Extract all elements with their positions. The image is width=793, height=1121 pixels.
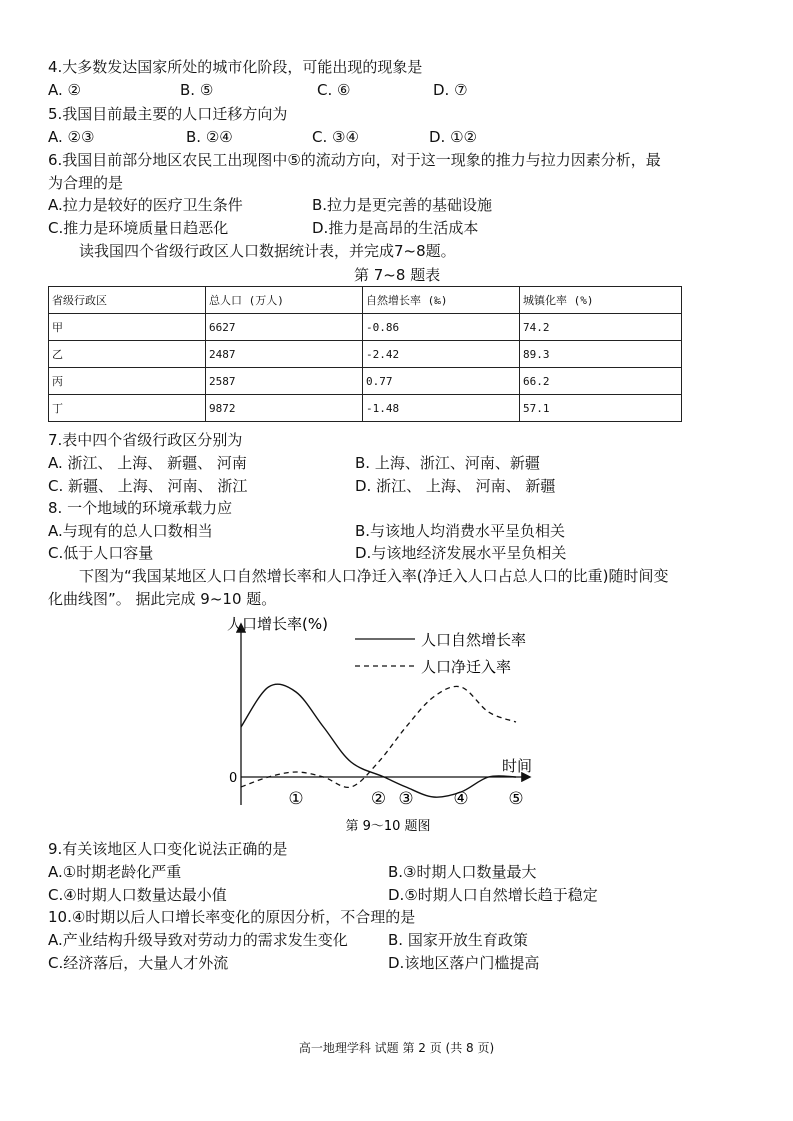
q7-option-b: B. 上海、浙江、河南、新疆 bbox=[355, 454, 540, 472]
table-cell: 6627 bbox=[206, 314, 363, 341]
q6-option-b: B.拉力是更完善的基础设施 bbox=[312, 196, 493, 214]
q4-stem: 4.大多数发达国家所处的城市化阶段，可能出现的现象是 bbox=[48, 58, 423, 76]
q5-stem: 5.我国目前最主要的人口迁移方向为 bbox=[48, 105, 288, 123]
x-tick-label: ② bbox=[370, 789, 387, 809]
chart-title: 第 9～10 题图 bbox=[345, 819, 431, 834]
table-cell: 9872 bbox=[206, 395, 363, 422]
table-row bbox=[49, 395, 682, 422]
q7-stem: 7.表中四个省级行政区分别为 bbox=[48, 431, 243, 449]
table-cell: 89.3 bbox=[520, 341, 682, 368]
q10-option-d: D.该地区落户门槛提高 bbox=[388, 954, 540, 972]
q6-option-a: A.拉力是较好的医疗卫生条件 bbox=[48, 196, 243, 214]
q6-option-c: C.推力是环境质量日趋恶化 bbox=[48, 219, 229, 237]
q6-stem-line1: 6.我国目前部分地区农民工出现图中⑤的流动方向，对于这一现象的推力与拉力因素分析，最 bbox=[48, 151, 661, 169]
table-cell: 57.1 bbox=[520, 395, 682, 422]
q9-option-d: D.⑤时期人口自然增长趋于稳定 bbox=[388, 886, 598, 904]
q10-option-a: A.产业结构升级导致对劳动力的需求发生变化 bbox=[48, 931, 348, 949]
table-row bbox=[49, 341, 682, 368]
table-cell: 0.77 bbox=[363, 368, 520, 395]
legend-natural-growth: 人口自然增长率 bbox=[421, 631, 527, 649]
y-axis-label: 人口增长率(%) bbox=[227, 615, 328, 633]
x-axis-label: 时间 bbox=[502, 757, 533, 775]
q4-option-b: B. ⑤ bbox=[180, 81, 214, 99]
table-cell: 2487 bbox=[206, 341, 363, 368]
legend-net-migration: 人口净迁入率 bbox=[421, 658, 512, 676]
q9-option-c: C.④时期人口数量达最小值 bbox=[48, 886, 227, 904]
q10-stem: 10.④时期以后人口增长率变化的原因分析，不合理的是 bbox=[48, 908, 416, 926]
table-header-row bbox=[49, 287, 682, 314]
q6-stem-line2: 为合理的是 bbox=[48, 174, 124, 192]
intro-9-10-line2: 化曲线图”。 据此完成 9~10 题。 bbox=[48, 590, 277, 608]
q8-option-c: C.低于人口容量 bbox=[48, 544, 154, 562]
population-table bbox=[48, 286, 682, 422]
table-cell: 74.2 bbox=[520, 314, 682, 341]
q4-option-d: D. ⑦ bbox=[433, 81, 468, 99]
intro-9-10-line1: 下图为“我国某地区人口自然增长率和人口净迁入率(净迁入人口占总人口的比重)随时间变 bbox=[79, 567, 669, 585]
table-cell: -2.42 bbox=[363, 341, 520, 368]
q7-option-d: D. 浙江、 上海、 河南、 新疆 bbox=[355, 477, 556, 495]
q5-option-a: A. ②③ bbox=[48, 128, 95, 146]
q5-option-b: B. ②④ bbox=[186, 128, 233, 146]
x-tick-label: ④ bbox=[453, 789, 469, 809]
natural-growth-line bbox=[241, 684, 516, 797]
table-header: 自然增长率 (‰) bbox=[363, 287, 520, 314]
q7-option-c: C. 新疆、 上海、 河南、 浙江 bbox=[48, 477, 248, 495]
table-cell: 66.2 bbox=[520, 368, 682, 395]
table-cell: 甲 bbox=[49, 314, 206, 341]
page-footer: 高一地理学科 试题 第 2 页 (共 8 页) bbox=[298, 1041, 495, 1055]
q10-option-b: B. 国家开放生育政策 bbox=[388, 931, 528, 949]
q6-option-d: D.推力是高昂的生活成本 bbox=[312, 219, 479, 237]
q9-stem: 9.有关该地区人口变化说法正确的是 bbox=[48, 840, 288, 858]
net-migration-line bbox=[241, 686, 516, 787]
table-cell: 丙 bbox=[49, 368, 206, 395]
table-title: 第 7~8 题表 bbox=[354, 266, 441, 284]
q8-option-d: D.与该地经济发展水平呈负相关 bbox=[355, 544, 567, 562]
table-cell: 2587 bbox=[206, 368, 363, 395]
q4-option-a: A. ② bbox=[48, 81, 81, 99]
population-growth-chart bbox=[225, 605, 555, 835]
x-tick-label: ① bbox=[288, 789, 304, 809]
intro-7-8: 读我国四个省级行政区人口数据统计表，并完成7~8题。 bbox=[79, 242, 456, 260]
table-row bbox=[49, 368, 682, 395]
table-row bbox=[49, 314, 682, 341]
table-header: 总人口 (万人) bbox=[206, 287, 363, 314]
zero-label: 0 bbox=[229, 771, 238, 786]
q5-option-c: C. ③④ bbox=[312, 128, 359, 146]
q8-option-b: B.与该地人均消费水平呈负相关 bbox=[355, 522, 566, 540]
table-cell: 乙 bbox=[49, 341, 206, 368]
table-header: 省级行政区 bbox=[49, 287, 206, 314]
q4-option-c: C. ⑥ bbox=[317, 81, 351, 99]
q10-option-c: C.经济落后，大量人才外流 bbox=[48, 954, 229, 972]
table-cell: -0.86 bbox=[363, 314, 520, 341]
q7-option-a: A. 浙江、 上海、 新疆、 河南 bbox=[48, 454, 247, 472]
x-tick-label: ③ bbox=[398, 789, 414, 809]
table-header: 城镇化率 (%) bbox=[520, 287, 682, 314]
q8-stem: 8. 一个地域的环境承载力应 bbox=[48, 499, 233, 517]
table-cell: -1.48 bbox=[363, 395, 520, 422]
table-cell: 丁 bbox=[49, 395, 206, 422]
q9-option-a: A.①时期老龄化严重 bbox=[48, 863, 182, 881]
q8-option-a: A.与现有的总人口数相当 bbox=[48, 522, 213, 540]
q9-option-b: B.③时期人口数量最大 bbox=[388, 863, 537, 881]
x-tick-labels bbox=[288, 789, 523, 809]
x-tick-label: ⑤ bbox=[508, 789, 524, 809]
q5-option-d: D. ①② bbox=[429, 128, 477, 146]
